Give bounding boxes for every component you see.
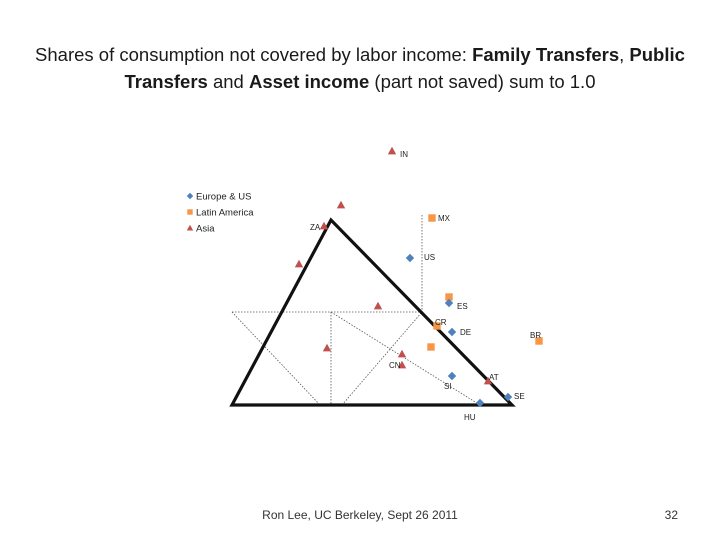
point-label-br: BR [530,331,542,340]
mx-square-point [428,214,435,221]
point-label-in: IN [400,150,408,159]
title-sep-1: , [619,44,630,65]
title-asset-income: Asset income [248,71,370,92]
title-text-1: Shares of consumption not covered by labor income: [35,44,473,65]
point-label-us: US [424,253,436,262]
title-family-transfers: Family Transfers [472,44,620,65]
guide-line [331,312,480,405]
point-label-se: SE [514,392,525,401]
us-diamond-point [406,254,414,262]
point-label-hu: HU [464,413,476,422]
legend-square-marker [187,209,192,214]
triangle-point [295,260,303,268]
point-label-at: AT [489,373,499,382]
point-label-mx: MX [438,214,450,223]
point-label-de: DE [460,328,472,337]
point-label-cn: CN [389,361,401,370]
triangle-point [337,201,345,209]
point-label-si: SI [444,382,452,391]
legend-label-square: Latin America [196,207,254,219]
data-points [295,147,543,407]
data-labels [310,150,541,422]
title-sep-2: and [207,71,249,92]
legend [187,192,254,235]
guide-line [342,312,422,405]
legend-diamond-marker [187,193,193,199]
in-triangle-point [388,147,396,155]
legend-label-triangle: Asia [196,223,215,235]
de-diamond-point [448,328,456,336]
point-label-za: ZA [310,223,321,232]
triangle-point [323,344,331,352]
si-diamond-point [448,372,456,380]
legend-label-diamond: Europe & US [196,191,252,203]
legend-triangle-marker [187,225,193,231]
title-public-transfers: Public Transfers [124,44,685,92]
page-number: 32 [664,508,678,522]
title-text-2: (part not saved) sum to 1.0 [369,71,596,92]
triangle-point [374,302,382,310]
square-point [427,343,434,350]
point-label-es: ES [457,302,468,311]
point-label-cr: CR [435,318,447,327]
footer-credit: Ron Lee, UC Berkeley, Sept 26 2011 [262,508,458,522]
triangle-point [398,350,406,358]
ternary-triangle [232,220,512,405]
